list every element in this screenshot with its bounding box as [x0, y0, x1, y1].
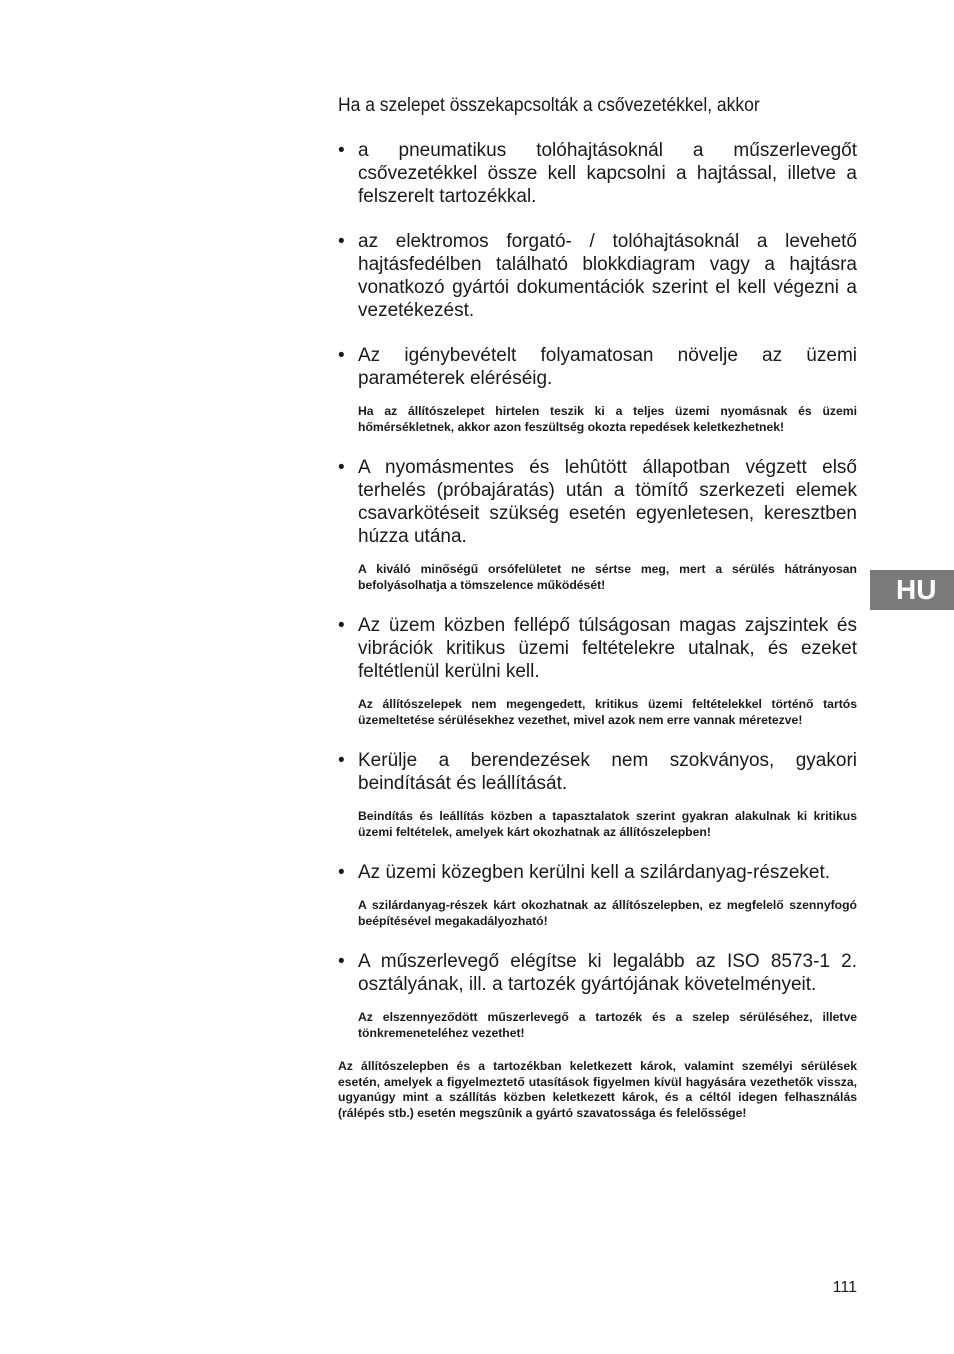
- list-item: [338, 139, 857, 208]
- page-number: 111: [832, 1279, 857, 1296]
- warning-note: Az elszennyeződött műszerlevegő a tartozék és a szelep sérüléséhez, illetve tönkremeneteléhez vezethet!: [358, 1010, 857, 1040]
- bullet-text: [338, 344, 857, 390]
- language-tab: HU: [870, 570, 954, 610]
- liability-notice: Az állítószelepben és a tartozékban keletkezett károk, valamint személyi sérülések esetén, amelyek a figyelmeztető utasítások figyelmen kívül hagyására vezethetők vissza, ugyanúgy mint a szállítás közben keletkezett károk, és a céltól idegen felhasználás (rálépés stb.) esetén megszûnik a gyártó szavatossága és felelőssége!: [338, 1059, 857, 1120]
- warning-note: A szilárdanyag-részek kárt okozhatnak az állítószelepben, ez megfelelő szennyfogó beépítésével megakadályozható!: [358, 898, 857, 928]
- list-item: [338, 749, 857, 840]
- bullet-item-text: az elektromos forgató- / tolóhajtásoknál a levehető hajtásfedélben található blokkdiagram vagy a hajtásra vonatkozó gyártói dokumentációk szerint el kell végezni a vezetékezést.: [358, 231, 857, 321]
- warning-note: Ha az állítószelepet hirtelen teszik ki a teljes üzemi nyomásnak és üzemi hőmérsékletnek, akkor azon feszültség okozta repedések keletkezhetnek!: [358, 404, 857, 434]
- list-item: [338, 950, 857, 1041]
- bullet-item-text: A nyomásmentes és lehûtött állapotban végzett első terhelés (próbajáratás) után a tömítő szerkezeti elemek csavarkötéseit szükség esetén egyenletesen, keresztben húzza utána.: [358, 457, 857, 547]
- bullet-text: [338, 614, 857, 683]
- bullet-text: [338, 950, 857, 996]
- bullet-icon: •: [338, 231, 345, 252]
- bullet-text: [338, 456, 857, 548]
- bullet-text: [338, 749, 857, 795]
- bullet-icon: •: [338, 750, 345, 771]
- bullet-item-text: Az üzem közben fellépő túlságosan magas zajszintek és vibrációk kritikus üzemi feltételekre utalnak, és ezeket feltétlenül kerülni kell.: [358, 615, 857, 682]
- warning-note: A kiváló minőségű orsófelületet ne sértse meg, mert a sérülés hátrányosan befolyásolhatja a tömszelence működését!: [358, 562, 857, 592]
- list-item: [338, 230, 857, 322]
- list-item: [338, 456, 857, 593]
- warning-note: Az állítószelepek nem megengedett, kritikus üzemi feltételekkel történő tartós üzemeltetése sérülésekhez vezethet, mivel azok nem erre vannak méretezve!: [358, 697, 857, 727]
- bullet-text: [338, 861, 857, 884]
- page-content: [338, 94, 857, 1121]
- warning-note: Beindítás és leállítás közben a tapasztalatok szerint gyakran alakulnak ki kritikus üzemi feltételek, amelyek kárt okozhatnak az állítószelepben!: [358, 809, 857, 839]
- bullet-icon: •: [338, 457, 345, 478]
- list-item: [338, 344, 857, 435]
- bullet-text: [338, 139, 857, 208]
- bullet-item-text: Az üzemi közegben kerülni kell a szilárdanyag-részeket.: [358, 862, 831, 883]
- bullet-item-text: a pneumatikus tolóhajtásoknál a műszerlevegőt csővezetékkel össze kell kapcsolni a hajtással, illetve a felszerelt tartozékkal.: [358, 140, 857, 207]
- bullet-icon: •: [338, 345, 345, 366]
- bullet-icon: •: [338, 140, 345, 161]
- list-item: [338, 861, 857, 929]
- bullet-icon: •: [338, 615, 345, 636]
- list-item: [338, 614, 857, 728]
- bullet-item-text: A műszerlevegő elégítse ki legalább az ISO 8573-1 2. osztályának, ill. a tartozék gyártójának követelményeit.: [358, 951, 857, 995]
- bullet-icon: •: [338, 862, 345, 883]
- intro-text: Ha a szelepet összekapcsolták a csővezetékkel, akkor: [338, 95, 760, 116]
- bullet-item-text: Az igénybevételt folyamatosan növelje az üzemi paraméterek eléréséig.: [358, 345, 857, 389]
- bullet-item-text: Kerülje a berendezések nem szokványos, gyakori beindítását és leállítását.: [358, 750, 857, 794]
- bullet-text: [338, 230, 857, 322]
- bullet-icon: •: [338, 951, 345, 972]
